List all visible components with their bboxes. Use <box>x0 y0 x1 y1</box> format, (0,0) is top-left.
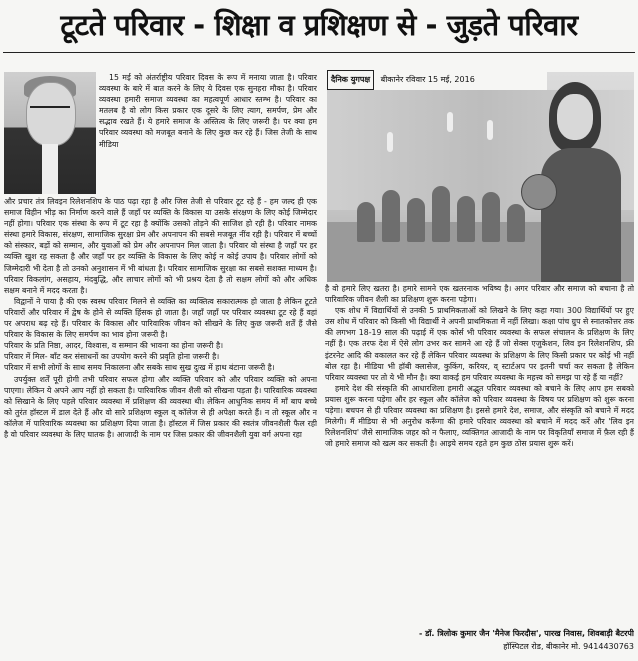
article-lead <box>99 72 317 196</box>
paragraph: परिवार के प्रति निष्ठा, आदर, विश्वास, व सम्मान की भावना का होना जरूरी है। <box>4 341 224 351</box>
paragraph: हमारे देश की संस्कृति की आधारशिला हमारी अद्भुत परिवार व्यवस्था को बचाने के लिए आप हम सबको प्रयास शुरू करना पड़ेगा और हर स्कूल और कॉलेज को परिवार व्यवस्था के विषय पर प्रशिक्षण को शुरू करना पड़ेगा। बचपन से ही परिवार व्यवस्था का प्रशिक्षण है। इससे हमारे देश, समाज, और संस्कृति को बचाने में मदद मिलेगी। मैं मीडिया से भी अनुरोध करूँगा की हमारे परिवार व्यवस्था को बचाने में मदद करें और 'लिव इन रिलेशनशिप' जैसे सामाजिक जहर को न फैलाए, व्यक्तिगत आजादी के नाम पर विकृतियाँ समाज में फ़ैल रही हैं जो हमारे समाज को खत्म कर सकती है। आइये समय रहते हम कुछ ठोस प्रयास शुरू करें। <box>325 383 634 449</box>
headline-rule <box>3 52 635 53</box>
masthead-logo: दैनिक युगपक्ष <box>327 70 374 90</box>
masthead <box>327 70 567 88</box>
byline-name: - डॉ. त्रिलोक कुमार जैन 'मैनेज फिरदौस', पारख निवास, शिवबाड़ी बैटरपी <box>418 629 634 638</box>
byline-address: हॉस्पिटल रोड, बीकानेर मो. 9414430763 <box>503 642 634 651</box>
article-left-column <box>4 196 317 658</box>
paragraph: परिवार में मिल- बाँट कर संसाधनों का उपयोग करने की प्रवृति होना जरूरी है। <box>4 352 220 362</box>
paragraph: है वो हमारे लिए खतरा है। हमारे सामने एक खतरनाक भविष्य है। अगर परिवार और समाज को बचाना है तो पारिवारिक जीवन शैली का प्रशिक्षण शुरू करना पड़ेगा। <box>325 284 634 305</box>
woman-figure <box>535 78 625 282</box>
paragraph: और प्रचार तंत्र लिवइन रिलेशनशिप के पाठ पढ़ा रहा है और जिस तेजी से परिवार टूट रहे हैं - हम जल्द ही एक समाज विहीन भीड़ का निर्माण करने वाले हैं जहाँ पर व्यक्ति के विकास या उसके संरक्षण के लिए कोई जिम्मेदार नहीं होगा। परिवार एक संस्था के रूप में टूट रहा है क्योंकि उसको तोड़ने की साजिश हो रही है। परिवार नामक संस्था हमारे विकास, संरक्षण, सामाजिक सुरक्षा प्रेम और अपनापन की सबसे मजबूत नींव रही है। परिवार में बच्चों को संस्कार, बड़ों को सम्मान, और युवाओं को प्रेम और अपनापन मिल जाता है। परिवार वो संस्था है जहाँ पर हर व्यक्ति खुश रह सकता है और जहाँ पर हर व्यक्ति के विकास के लिए कोई न कोई उपाय है। परिवार लोगों को जिम्मेदारी भी देता है तो उनको अनुशासन में भी बांधता है। परिवार सामाजिक सुरक्षा का सबसे सशक्त माध्यम है। परिवार विकलांग, असहाय, मंदबुद्धि, और लाचार लोगों को भी प्रश्रय देता है तो सक्षम लोगों को और अधिक सक्षम बनाने में मदद करता है। <box>4 197 317 295</box>
headline: टूटते परिवार - शिक्षा व प्रशिक्षण से - जुड़ते परिवार <box>60 8 578 42</box>
author-portrait <box>4 72 96 194</box>
paragraph: विद्वानों ने पाया है की एक स्वस्थ परिवार मिलने से व्यक्ति का व्यक्तित्व सकारात्मक हो जाता है लेकिन टूटते परिवारों और परिवार में द्वेष के होने से व्यक्ति हिंसक हो जाता है। जहाँ जहाँ पर परिवार व्यवस्था टूट रहे हैं वहां पर अपराध बढ़ रहे हैं। परिवार के विकास और पारिवारिक जीवन को सीखने के लिए कुछ जरूरी शर्तें हैं जैसे परिवार के विकास के लिए समर्पण का भाव होना जरूरी है। <box>4 296 317 340</box>
article-right-column <box>325 283 634 627</box>
lead-paragraph: 15 मई को अंतर्राष्ट्रीय परिवार दिवस के रूप में मनाया जाता है। परिवार व्यवस्था के बारे में बात करने के लिए ये दिवस एक सुनहरा मौका है। परिवार व्यवस्था हमारी समाज व्यवस्था का महत्वपूर्ण आधार स्तम्भ है। परिवार का मतलब है वो लोग किस प्रकार एक दूसरे के लिए त्याग, समर्पण, प्रेम और सद्भाव रखते हैं। ये हमारे समाज के अस्तित्व के लिए जरूरी है। पर क्या हम परिवार व्यवस्था को मजबूत बनाने के लिए कुछ कर रहे हैं। जिस तेजी के साथ मीडिया <box>99 73 317 149</box>
family-photo <box>327 72 634 282</box>
dateline: बीकानेर रविवार 15 मई, 2016 <box>380 75 475 84</box>
pot-icon <box>521 174 557 210</box>
paragraph: उपर्युक्त शर्तें पूरी होगी तभी परिवार सफल होगा और व्यक्ति परिवार को और परिवार व्यक्ति को अपना पाएगा। लेकिन ये अपने आप नहीं हो सकता है। पारिवारिक जीवन शैली को सीखना पड़ता है। पारिवारिक व्यवस्था को सिखाने के लिए पहले परिवार व्यवस्था में प्रशिक्षण की व्यवस्था थी। लेकिन आधुनिक समय में माँ बाप बच्चे को तुरंत हॉस्टल में डाल देते हैं और वो सारे प्रशिक्षण स्कूल व् कॉलेज से ही अपेक्षा करते हैं। न तो स्कूल और न कॉलेज में पारिवारिक व्यवस्था का प्रशिक्षण दिया जाता है। हॉस्टल में जिस प्रकार की स्वतंत्र जीवनशैली फैल रही है वो परिवार व्यवस्था के लिए घातक है। आजादी के नाम पर जिस प्रकार की जीवनशैली युवा वर्ग अपना रहा <box>4 374 317 439</box>
paragraph: एक शोध में विद्यार्थियों से उनकी 5 प्राथमिकताओं को लिखने के लिए कहा गया। 300 विद्यार्थियों पर हुए उस शोध में परिवार को किसी भी विद्यार्थी ने अपनी प्राथमिकता में नहीं लिखा। कक्षा पांच ग्रुप से स्नातकोत्तर तक की लगभग 18-19 साल की पढ़ाई में एक कोर्स भी परिवार व्यवस्था के सफल संचालन के प्रशिक्षण के लिए नहीं है। एक तरफ देश में ऐसे लोग उभर कर सामने आ रहे हैं जो सेक्स एजुकेशन, लिव इन रिलेशनशिप, फ्री इंटरनेट आदि की वकालत कर रहे हैं लेकिन परिवार व्यवस्था के प्रशिक्षण के लिए किसी प्रकार पर कोई भी नहीं बोल रहा है। मीडिया भी हॉबी क्लासेज, कुकिंग, करियर, व् स्टार्टअप पर इतनी चर्चा कर सकता है लेकिन परिवार व्यवस्था पर तो ये भी मौन है। क्या वाकई हम परिवार व्यवस्था के महत्त्व को समझ पा रहे हैं या नहीं? <box>325 306 634 382</box>
paragraph: परिवार में सभी लोगों के साथ समय निकालना और सबके साथ सुख दुःख में हाथ बंटाना जरूरी है। <box>4 363 275 373</box>
author-byline <box>325 627 634 657</box>
